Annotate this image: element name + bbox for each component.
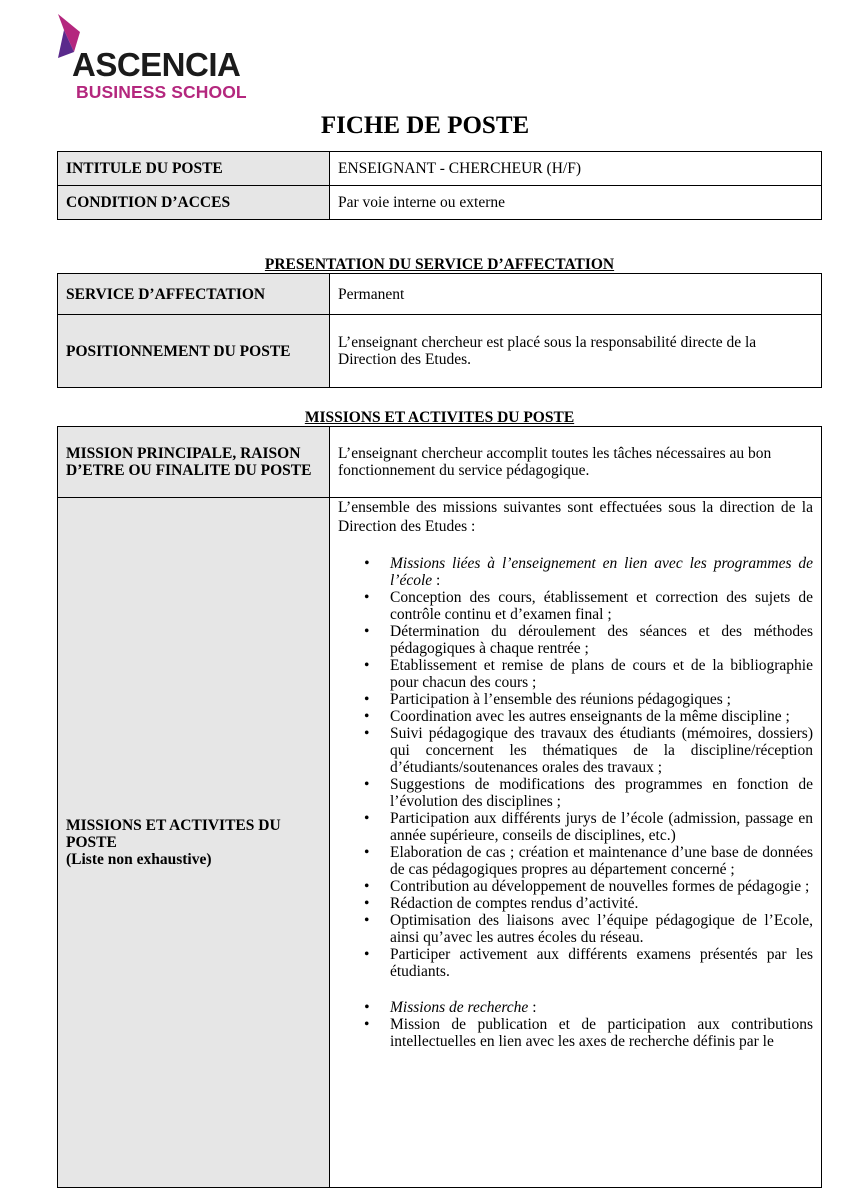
teaching-missions-heading: Missions liées à l’enseignement en lien avec les programmes de l’école xyxy=(390,555,813,589)
research-missions-heading: Missions de recherche xyxy=(390,999,529,1016)
list-item: • Missions liées à l’enseignement en lien avec les programmes de l’école : xyxy=(364,555,813,589)
school-logo xyxy=(56,14,276,102)
list-item: • Optimisation des liaisons avec l’équipe pédagogique de l’Ecole, ainsi qu’avec les autres écoles du réseau. xyxy=(364,912,813,946)
access-condition-label: CONDITION D’ACCES xyxy=(58,186,330,220)
list-item: • Suivi pédagogique des travaux des étudiants (mémoires, dossiers) qui concernent les thématiques de la discipline/réception d’étudiants/soutenances orales des travaux ; xyxy=(364,725,813,776)
service-table xyxy=(57,273,822,388)
table-row xyxy=(58,274,822,315)
missions-section-heading: MISSIONS ET ACTIVITES DU POSTE xyxy=(304,409,575,426)
job-title-value: ENSEIGNANT - CHERCHEUR (H/F) xyxy=(330,152,822,186)
teaching-list xyxy=(338,555,813,980)
activities-label xyxy=(58,498,330,1188)
list-item: • Détermination du déroulement des séances et des méthodes pédagogiques à chaque rentrée ; xyxy=(364,623,813,657)
main-mission-value: L’enseignant chercheur accomplit toutes les tâches nécessaires au bon fonctionnement du service pédagogique. xyxy=(330,427,822,498)
position-label: POSITIONNEMENT DU POSTE xyxy=(58,315,330,388)
activities-label-note: (Liste non exhaustive) xyxy=(66,851,212,868)
activities-label-title: MISSIONS ET ACTIVITES DU POSTE xyxy=(66,817,281,851)
service-section-heading: PRESENTATION DU SERVICE D’AFFECTATION xyxy=(264,256,615,273)
activities-cell xyxy=(330,498,822,1188)
position-value: L’enseignant chercheur est placé sous la responsabilité directe de la Direction des Etudes. xyxy=(330,315,822,388)
list-item: • Participation à l’ensemble des réunions pédagogiques ; xyxy=(364,691,731,708)
list-item: • Participation aux différents jurys de l’école (admission, passage en année supérieure, conseils de disciplines, etc.) xyxy=(364,810,813,844)
logo-subtitle: BUSINESS SCHOOL xyxy=(76,82,247,102)
list-item: • Etablissement et remise de plans de cours et de la bibliographie pour chacun des cours ; xyxy=(364,657,813,691)
research-list xyxy=(338,999,813,1050)
service-value: Permanent xyxy=(330,274,822,315)
list-item: • Participer activement aux différents examens présentés par les étudiants. xyxy=(364,946,813,980)
job-table xyxy=(57,151,822,220)
table-row xyxy=(58,186,822,220)
main-mission-label: MISSION PRINCIPALE, RAISON D’ETRE OU FINALITE DU POSTE xyxy=(58,427,330,498)
list-item: • Missions de recherche : xyxy=(364,999,537,1016)
activities-intro: L’ensemble des missions suivantes sont effectuées sous la direction de la Direction des Etudes : xyxy=(338,499,813,535)
list-item: • Elaboration de cas ; création et maintenance d’une base de données de cas pédagogiques propres au département concerné ; xyxy=(364,844,813,878)
table-row xyxy=(58,427,822,498)
logo-name: ASCENCIA xyxy=(72,46,241,83)
list-item: • Mission de publication et de participation aux contributions intellectuelles en lien avec les axes de recherche définis par le xyxy=(364,1016,813,1050)
list-item: • Conception des cours, établissement et correction des sujets de contrôle continu et d’examen final ; xyxy=(364,589,813,623)
missions-table xyxy=(57,426,822,1188)
list-item: • Contribution au développement de nouvelles formes de pédagogie ; xyxy=(364,878,810,895)
job-title-label: INTITULE DU POSTE xyxy=(58,152,330,186)
list-item: • Coordination avec les autres enseignants de la même discipline ; xyxy=(364,708,790,725)
service-label: SERVICE D’AFFECTATION xyxy=(58,274,330,315)
table-row xyxy=(58,152,822,186)
table-row xyxy=(58,498,822,1188)
access-condition-value: Par voie interne ou externe xyxy=(330,186,822,220)
document-title: FICHE DE POSTE xyxy=(320,112,530,139)
table-row xyxy=(58,315,822,388)
list-item: • Rédaction de comptes rendus d’activité. xyxy=(364,895,639,912)
list-item: • Suggestions de modifications des programmes en fonction de l’évolution des disciplines ; xyxy=(364,776,813,810)
